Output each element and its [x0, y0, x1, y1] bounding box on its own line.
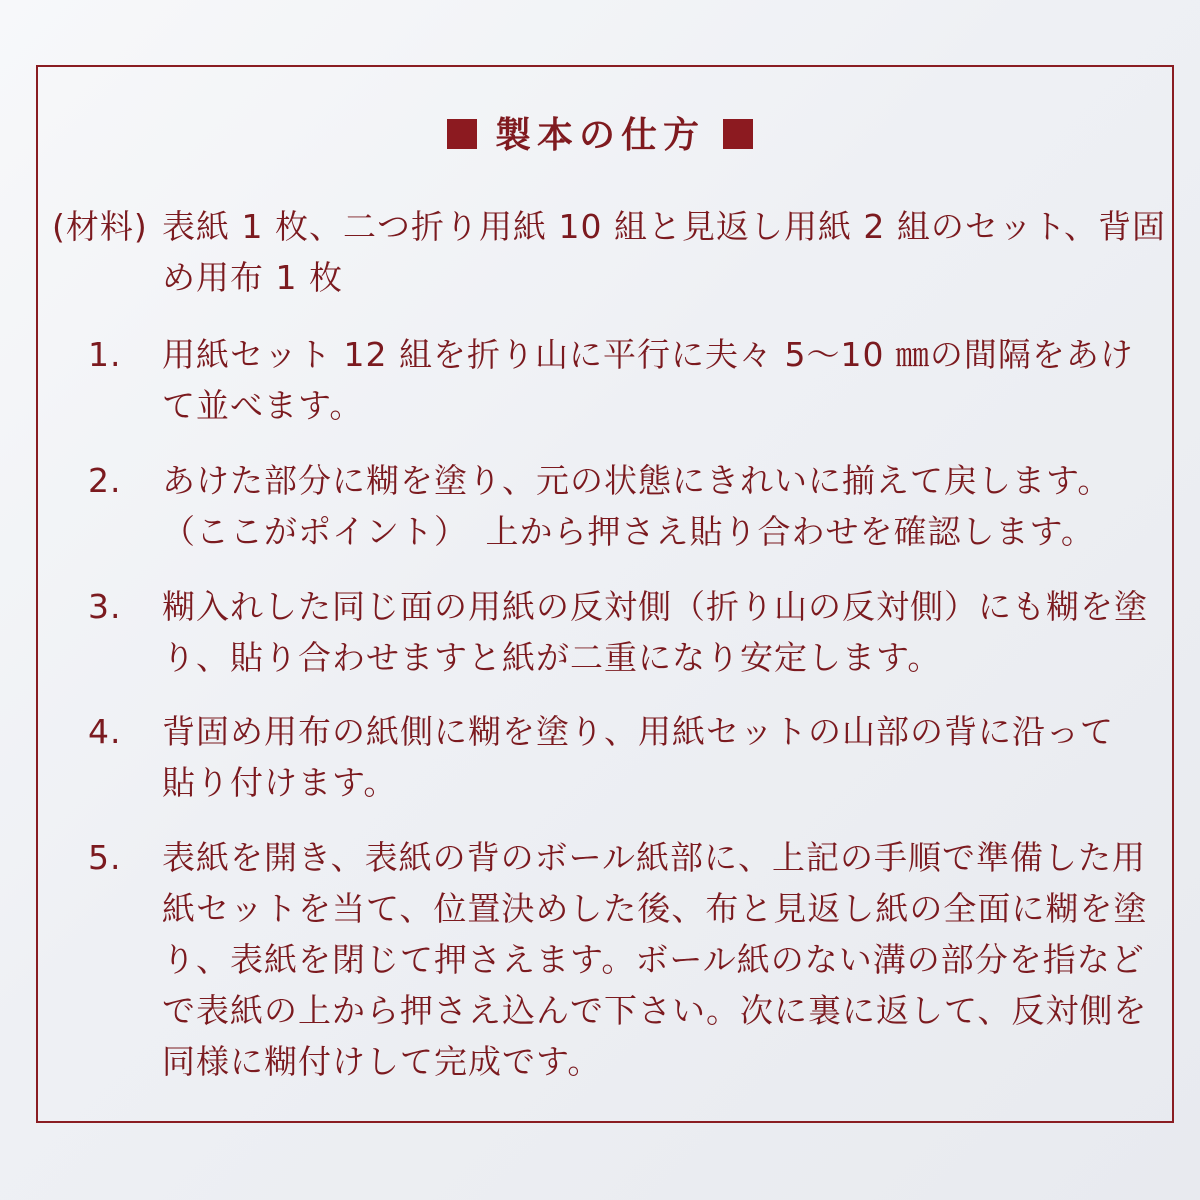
step-number: 1. [88, 335, 122, 374]
step-line: 背固め用布の紙側に糊を塗り、用紙セットの山部の背に沿って [162, 712, 1114, 751]
step-line: （ここがポイント） 上から押さえ貼り合わせを確認します。 [162, 512, 1095, 551]
square-bullet-icon [447, 119, 477, 149]
step-number: 4. [88, 712, 122, 751]
step-line: り、貼り合わせますと紙が二重になり安定します。 [162, 638, 942, 677]
step-line: あけた部分に糊を塗り、元の状態にきれいに揃えて戻します。 [162, 461, 1112, 500]
materials-label: (材料) [52, 207, 148, 246]
step-line: 糊入れした同じ面の用紙の反対側（折り山の反対側）にも糊を塗 [162, 587, 1148, 626]
page-title: 製本の仕方 [494, 115, 705, 156]
step-line: 用紙セット 12 組を折り山に平行に夫々 5～10 ㎜の間隔をあけ [162, 335, 1134, 374]
step-text [162, 329, 1147, 431]
step-line: 表紙を開き、表紙の背のボール紙部に、上記の手順で準備した用 [162, 838, 1147, 877]
step-line: 貼り付けます。 [162, 763, 398, 802]
page-title-row [0, 110, 1200, 162]
step-text [162, 455, 1147, 557]
step-line: り、表紙を閉じて押さえます。ボール紙のない溝の部分を指など [162, 940, 1145, 979]
step-number: 2. [88, 461, 122, 500]
materials-line: 表紙 1 枚、二つ折り用紙 10 組と見返し用紙 2 組のセット、背固 [162, 207, 1166, 246]
step-line: 同様に糊付けして完成です。 [162, 1042, 602, 1081]
step-number: 5. [88, 838, 122, 877]
step-text [162, 581, 1147, 683]
step-line: 紙セットを当て、位置決めした後、布と見返し紙の全面に糊を塗 [162, 889, 1148, 928]
step-text [162, 706, 1147, 808]
materials-text [162, 201, 1166, 303]
step-line: で表紙の上から押さえ込んで下さい。次に裏に返して、反対側を [162, 991, 1148, 1030]
step-number: 3. [88, 587, 122, 626]
step-text [162, 832, 1147, 1087]
materials-line: め用布 1 枚 [162, 258, 343, 297]
step-line: て並べます。 [162, 386, 364, 425]
square-bullet-icon [723, 119, 753, 149]
